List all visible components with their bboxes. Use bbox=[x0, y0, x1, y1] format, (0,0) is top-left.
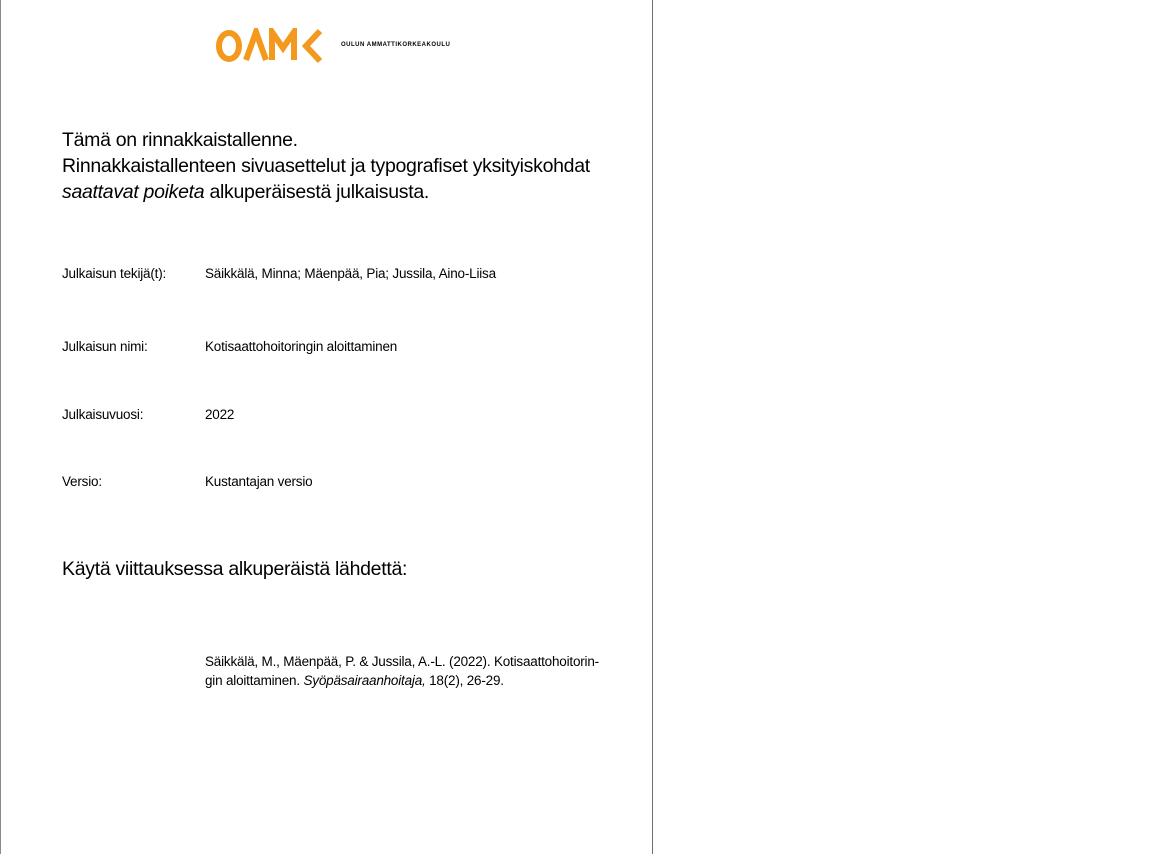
field-authors-value: Säikkälä, Minna; Mäenpää, Pia; Jussila, Aino-Liisa bbox=[205, 266, 496, 281]
oamk-logo-mark bbox=[216, 28, 324, 64]
citation-heading: Käytä viittauksessa alkuperäistä lähdettä: bbox=[62, 558, 408, 580]
citation-line-2-start: gin aloittaminen. bbox=[205, 673, 304, 688]
field-year-value: 2022 bbox=[205, 407, 235, 422]
notice-line-1: Tämä on rinnakkaistallenne. bbox=[62, 129, 298, 151]
notice-line-2: Rinnakkaistallenteen sivuasettelut ja typografiset yksityiskohdat bbox=[62, 155, 590, 177]
notice-line-3 bbox=[62, 179, 590, 205]
notice-italic-text: saattavat poiketa bbox=[62, 181, 205, 203]
field-title-value: Kotisaattohoitoringin aloittaminen bbox=[205, 339, 398, 354]
citation-line-2-end: 18(2), 26-29. bbox=[425, 673, 504, 688]
field-year-label: Julkaisuvuosi: bbox=[62, 407, 144, 422]
field-version-label: Versio: bbox=[62, 474, 102, 489]
oamk-logo-subtitle: OULUN AMMATTIKORKEAKOULU bbox=[341, 42, 451, 48]
document-page bbox=[1, 0, 653, 854]
citation-text bbox=[205, 652, 615, 690]
citation-journal: Syöpäsairaanhoitaja, bbox=[303, 673, 426, 688]
parallel-copy-notice bbox=[62, 127, 590, 205]
citation-line-1: Säikkälä, M., Mäenpää, P. & Jussila, A.-L. (2022). Kotisaattohoitorin- bbox=[205, 654, 599, 669]
citation-line-2 bbox=[205, 671, 615, 690]
field-version-value: Kustantajan versio bbox=[205, 474, 313, 489]
field-title-label: Julkaisun nimi: bbox=[62, 339, 148, 354]
field-authors-label: Julkaisun tekijä(t): bbox=[62, 266, 167, 281]
notice-line-3-rest: alkuperäisestä julkaisusta. bbox=[204, 181, 429, 203]
